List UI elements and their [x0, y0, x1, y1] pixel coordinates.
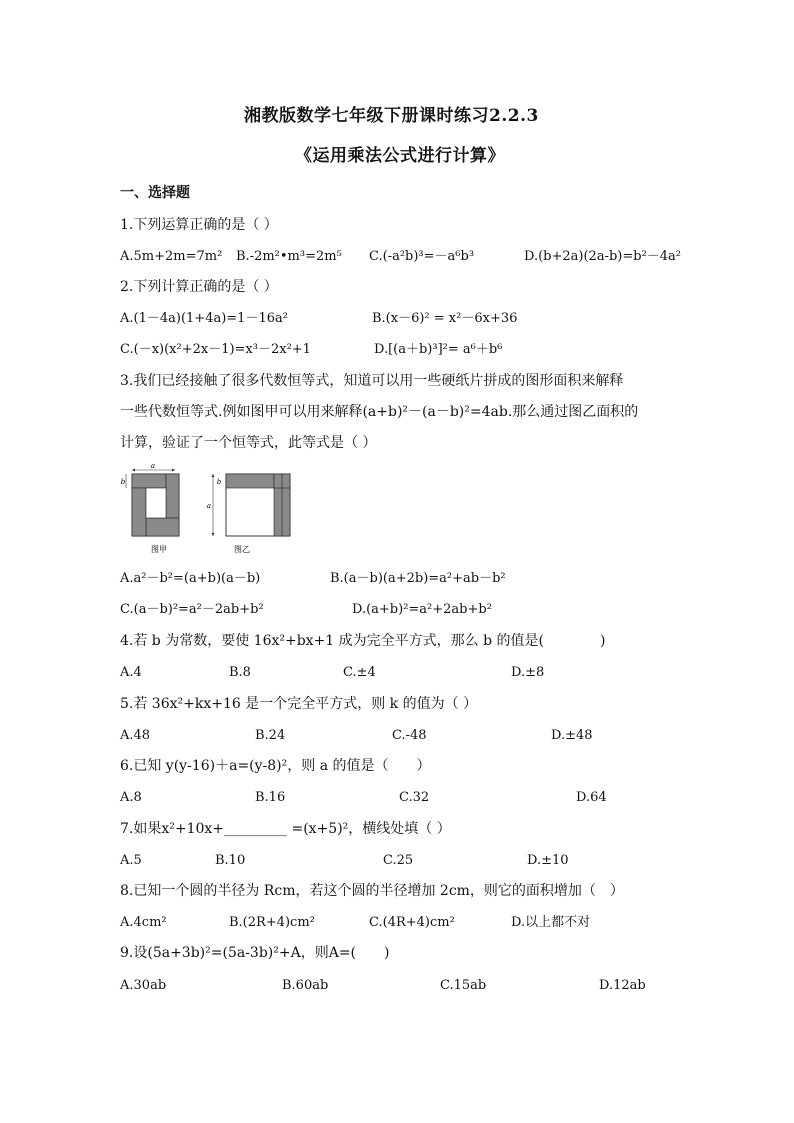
question-5-option-d: D.±48 [551, 728, 593, 743]
question-2-option-c: C.(－x)(x²+2x－1)=x³－2x²+1 [120, 342, 311, 357]
question-9-option-d: D.12ab [599, 978, 646, 993]
question-3-option-b: B.(a－b)(a+2b)=a²+ab－b² [330, 571, 506, 586]
question-6-option-b: B.16 [255, 790, 286, 805]
figure-label-b-left: b [120, 478, 126, 486]
question-6-stem: 6.已知 y(y-16)＋a=(y-8)²，则 a 的值是（ ） [120, 758, 431, 774]
question-3-option-d: D.(a+b)²=a²+2ab+b² [352, 602, 492, 617]
question-4-option-c: C.±4 [343, 665, 376, 680]
question-3-stem-line-2: 一些代数恒等式.例如图甲可以用来解释(a+b)²－(a－b)²=4ab.那么通过图乙面积的 [120, 404, 639, 420]
question-7-option-c: C.25 [383, 853, 414, 868]
question-5-option-a: A.48 [120, 728, 151, 743]
question-5-option-b: B.24 [255, 728, 286, 743]
figure-label-a-side: a [206, 502, 211, 510]
figure-caption-yi: 图乙 [234, 545, 250, 554]
question-7-stem: 7.如果x²+10x+_________ =(x+5)²，横线处填（ ） [120, 821, 451, 837]
question-8-option-c: C.(4R+4)cm² [369, 915, 455, 930]
question-5-option-c: C.-48 [392, 728, 427, 743]
question-1-option-a: A.5m+2m=7m² [120, 249, 223, 264]
figure-jia [121, 462, 179, 554]
question-9-option-c: C.15ab [440, 978, 487, 993]
question-6-option-d: D.64 [576, 790, 607, 805]
question-8-option-d: D.以上都不对 [511, 915, 591, 930]
figure-caption-jia: 图甲 [151, 545, 167, 554]
question-1-option-b: B.-2m²•m³=2m⁵ [236, 249, 342, 264]
figure-label-a-top: a [150, 462, 156, 470]
question-3-option-a: A.a²－b²=(a+b)(a－b) [120, 571, 261, 586]
question-4-option-b: B.8 [229, 665, 251, 680]
figure-yi [207, 474, 290, 554]
question-9-option-b: B.60ab [282, 978, 329, 993]
question-3-stem-line-3: 计算，验证了一个恒等式，此等式是（ ） [120, 435, 377, 451]
question-4-option-a: A.4 [120, 665, 142, 680]
question-1-option-d: D.(b+2a)(2a-b)=b²－4a² [524, 249, 682, 264]
question-8-stem: 8.已知一个圆的半径为 Rcm，若这个圆的半径增加 2cm，则它的面积增加（ ） [120, 883, 624, 899]
question-9-option-a: A.30ab [120, 978, 167, 993]
question-8-option-b: B.(2R+4)cm² [229, 915, 315, 930]
question-9-stem: 9.设(5a+3b)²=(5a-3b)²+A，则A=( ) [120, 945, 390, 961]
question-7-option-b: B.10 [215, 853, 246, 868]
question-1-option-c: C.(-a²b)³=－a⁶b³ [369, 249, 475, 264]
question-3-figure [118, 460, 298, 560]
question-2-option-d: D.[(a＋b)³]²= a⁶＋b⁶ [374, 342, 503, 357]
question-3-option-c: C.(a－b)²=a²－2ab+b² [120, 602, 264, 617]
question-4-option-d: D.±8 [511, 665, 545, 680]
question-5-stem: 5.若 36x²+kx+16 是一个完全平方式，则 k 的值为（ ） [120, 696, 478, 712]
question-6-option-c: C.32 [399, 790, 430, 805]
question-8-option-a: A.4cm² [120, 915, 167, 930]
question-7-option-d: D.±10 [527, 853, 569, 868]
question-2-option-a: A.(1－4a)(1+4a)=1－16a² [120, 311, 288, 326]
question-6-option-a: A.8 [120, 790, 142, 805]
page-subtitle: 《运用乘法公式进行计算》 [295, 146, 505, 166]
question-7-option-a: A.5 [120, 853, 142, 868]
question-2-option-b: B.(x－6)² = x²－6x+36 [372, 311, 518, 326]
question-4-stem: 4.若 b 为常数，要使 16x²+bx+1 成为完全平方式，那么 b 的值是( ) [120, 633, 606, 649]
figure-label-b-side: b [216, 478, 222, 486]
question-2-stem: 2.下列计算正确的是（ ） [120, 279, 278, 295]
question-1-stem: 1.下列运算正确的是（ ） [120, 217, 278, 233]
section-heading: 一、选择题 [120, 185, 190, 201]
question-3-stem-line-1: 3.我们已经接触了很多代数恒等式，知道可以用一些硬纸片拼成的图形面积来解释 [120, 373, 624, 389]
page-title: 湘教版数学七年级下册课时练习2.2.3 [244, 106, 539, 126]
